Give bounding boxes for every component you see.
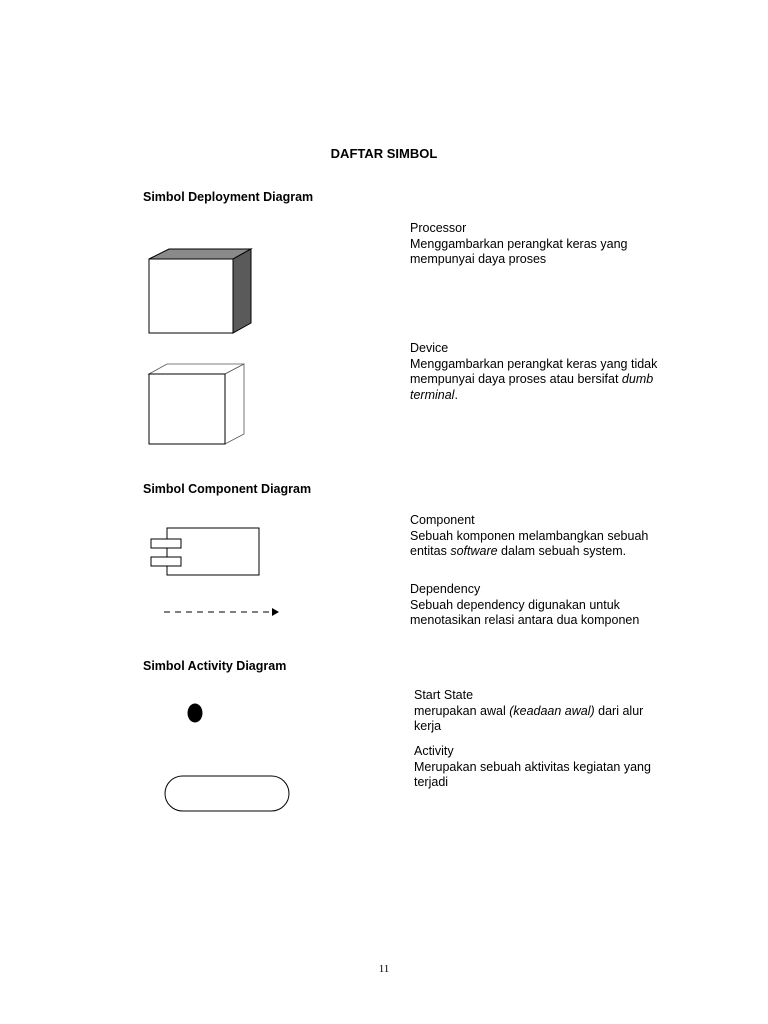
processor-term: Processor <box>410 221 467 235</box>
component-symbol <box>145 522 265 582</box>
component-description-text: Sebuah komponen melambangkan sebuah entitas software dalam sebuah system. <box>410 528 649 558</box>
component-description <box>410 513 670 560</box>
activity-description-text: Merupakan sebuah aktivitas kegiatan yang terjadi <box>414 759 651 789</box>
page-title: DAFTAR SIMBOL <box>330 146 438 161</box>
dependency-arrow-symbol <box>160 604 285 620</box>
dependency-description-text: Sebuah dependency digunakan untuk menotasikan relasi antara dua komponen <box>410 597 640 627</box>
processor-node-symbol <box>140 240 260 340</box>
activity-symbol <box>160 772 295 816</box>
section-heading-activity: Simbol Activity Diagram <box>143 659 287 673</box>
section-heading-component: Simbol Component Diagram <box>143 482 312 496</box>
device-description-text: Menggambarkan perangkat keras yang tidak mempunyai daya proses atau bersifat dumb terminal. <box>410 356 658 402</box>
device-description <box>410 341 665 403</box>
start-state-term: Start State <box>414 688 474 702</box>
activity-term: Activity <box>414 744 454 758</box>
start-state-description-text: merupakan awal (keadaan awal) dari alur kerja <box>414 703 644 733</box>
device-node-symbol <box>140 358 250 448</box>
activity-description <box>414 744 664 791</box>
page-number: 11 <box>378 963 390 975</box>
start-state-description <box>414 688 659 735</box>
section-heading-deployment: Simbol Deployment Diagram <box>143 190 314 204</box>
start-state-symbol <box>185 701 205 725</box>
component-term: Component <box>410 513 475 527</box>
dependency-term: Dependency <box>410 582 481 596</box>
processor-description <box>410 221 650 268</box>
dependency-description <box>410 582 670 629</box>
processor-description-text: Menggambarkan perangkat keras yang mempunyai daya proses <box>410 236 628 266</box>
device-term: Device <box>410 341 449 355</box>
